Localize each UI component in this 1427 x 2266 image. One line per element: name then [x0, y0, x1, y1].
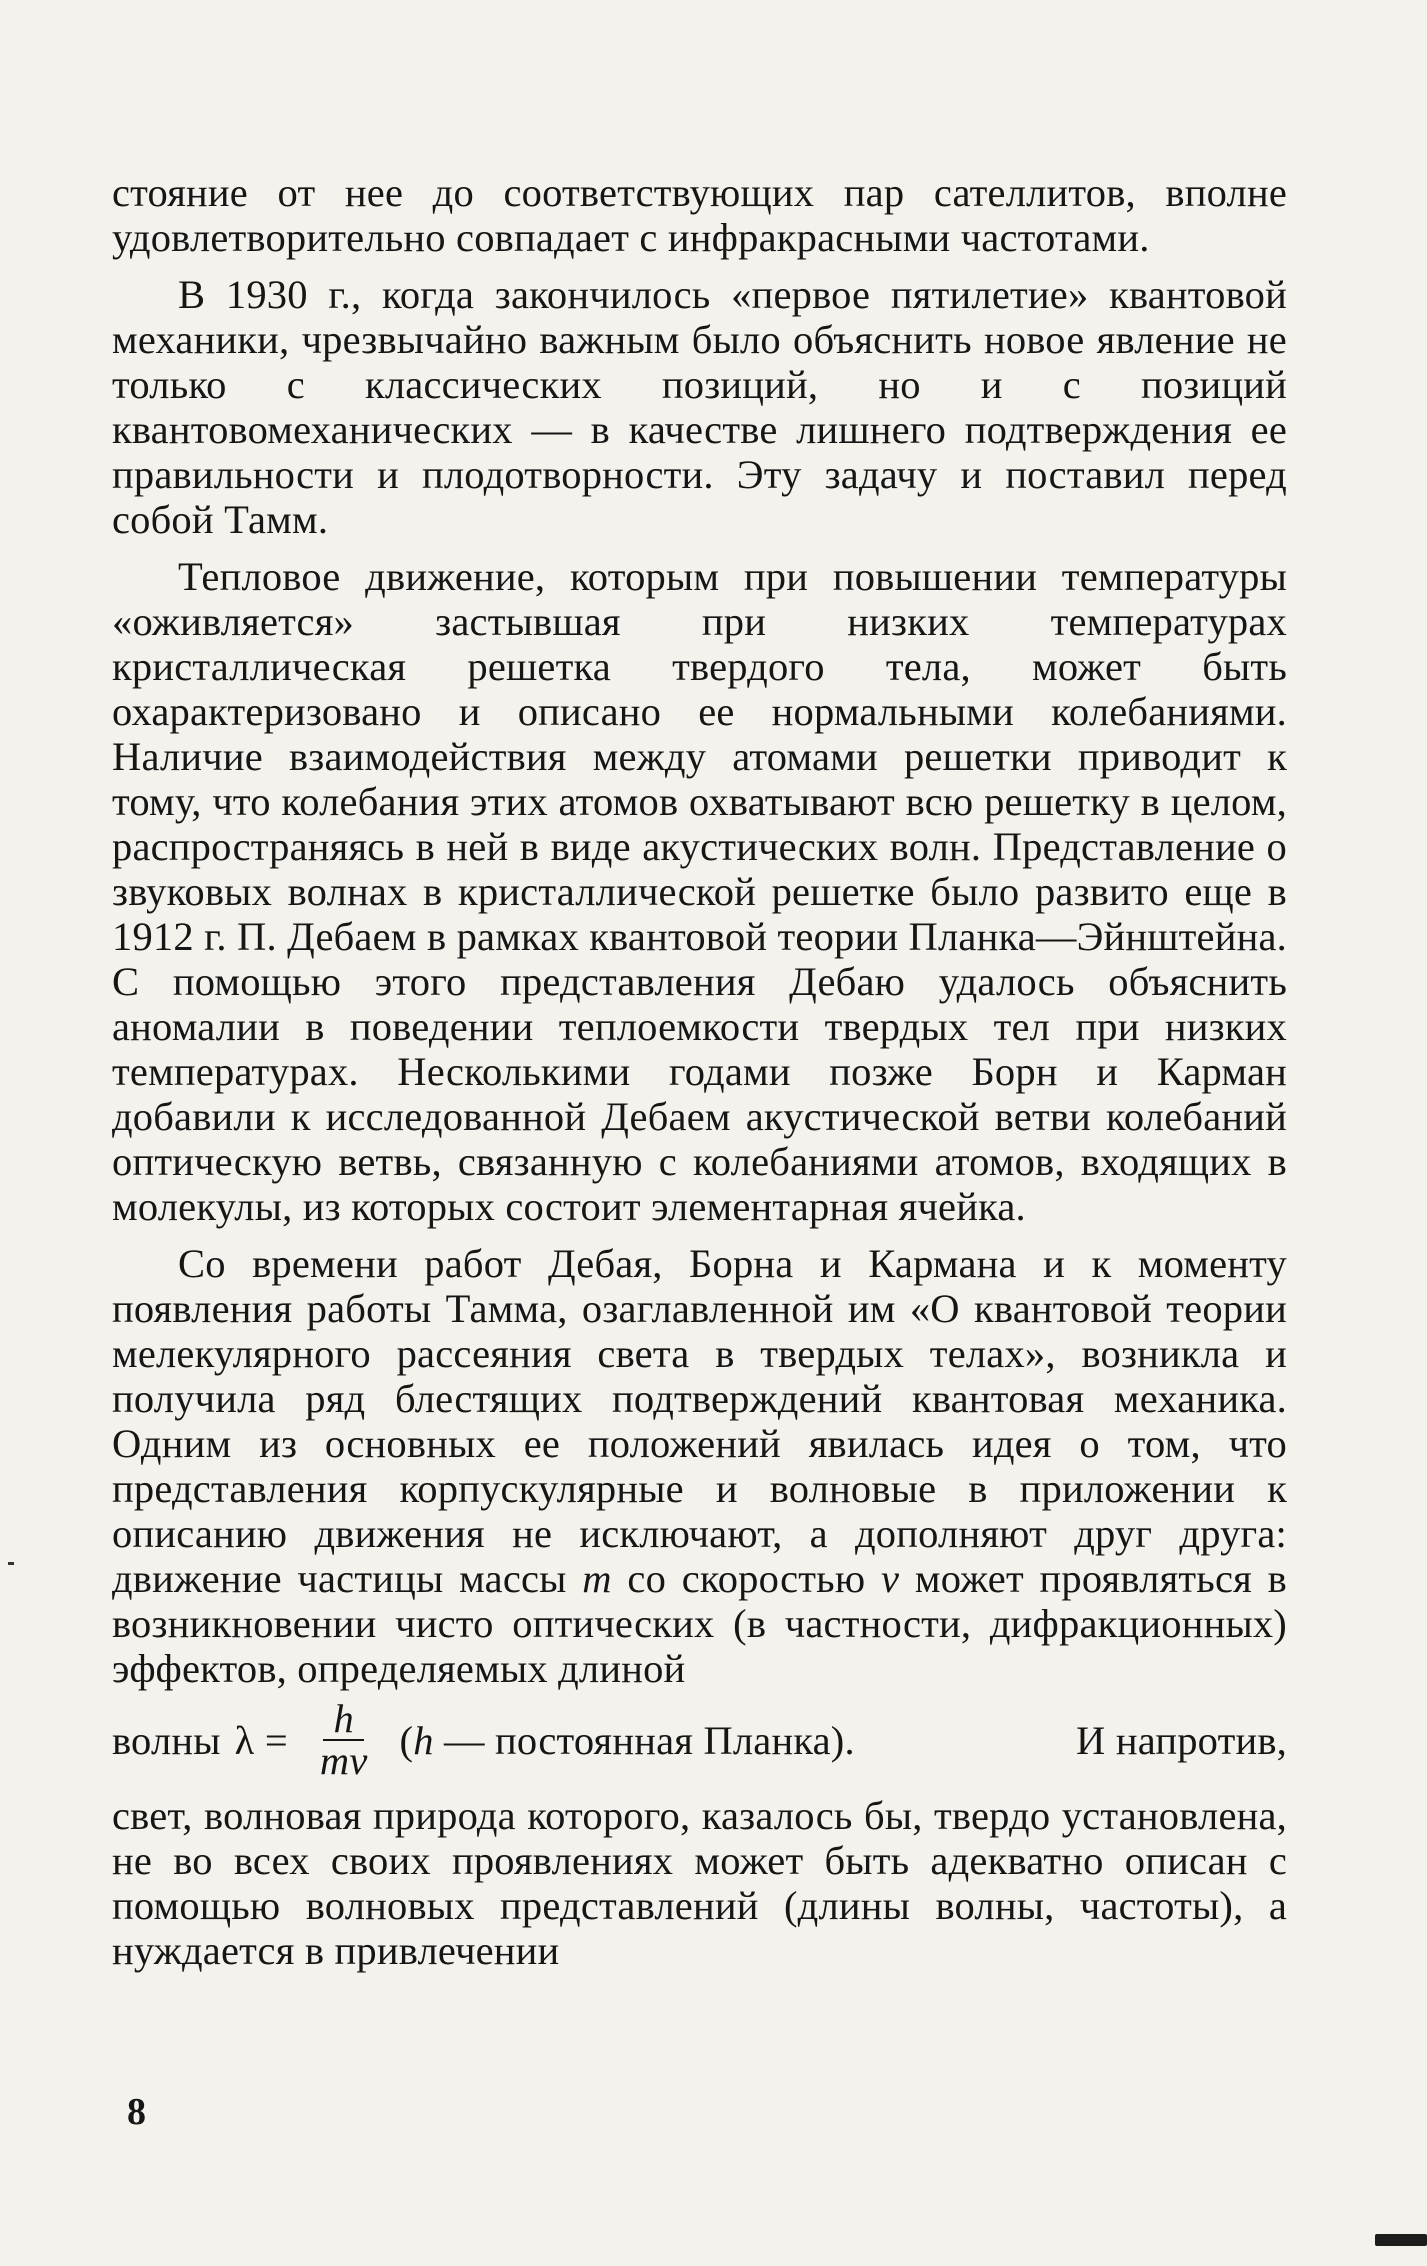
- paragraph-light-nature: свет, волновая природа которого, казалось бы, твердо установлена, не во всех своих проявлениях может быть адекватно описан с помощью волновых представлений (длины волны, частоты), а нуждается в привлечении: [112, 1793, 1287, 1973]
- page-body: [112, 170, 1287, 1985]
- velocity-symbol: v: [880, 1556, 900, 1601]
- p3-text-after-v: может проявляться в возникновении чисто оптических (в частности, дифракционных) эффектов, определяемых длиной: [112, 1556, 1287, 1691]
- fraction-numerator: h: [323, 1699, 363, 1741]
- formula-word: волны: [112, 1717, 221, 1763]
- paragraph-continuation: стояние от нее до соответствующих пар сателлитов, вполне удовлетворительно совпадает с инфракрасными частотами.: [112, 170, 1287, 260]
- paragraph-quantum-mechanics: [112, 1241, 1287, 1691]
- mass-symbol: m: [582, 1556, 612, 1601]
- scan-speck: [8, 1562, 14, 1565]
- fraction-h-over-mv: [310, 1696, 378, 1783]
- formula-left: [112, 1696, 855, 1783]
- planck-symbol: h: [413, 1717, 434, 1763]
- page-number: 8: [127, 2091, 146, 2133]
- formula-after-text: И напротив,: [1076, 1717, 1287, 1763]
- fraction-denominator: mv: [319, 1738, 368, 1783]
- p3-text-before-m: Со времени работ Дебая, Борна и Кармана и к моменту появления работы Тамма, озаглавленной им «О квантовой теории мелекулярного рассеяния света в твердых телах», возникла и получила ряд блестящих подтверждений квантовая механика. Одним из основных ее положений явилась идея о том, что представления корпускулярные и волновые в приложении к описанию движения не исключают, а дополняют друг друга: движение частицы массы: [112, 1241, 1287, 1601]
- scan-edge-mark: [1375, 2234, 1427, 2246]
- p3-text-between: со скоростью: [627, 1556, 866, 1601]
- wavelength-formula-line: [112, 1693, 1287, 1787]
- note-open-paren: (: [399, 1717, 414, 1763]
- note-rest: — постоянная Планка).: [433, 1717, 855, 1763]
- formula-lhs: λ =: [234, 1717, 288, 1763]
- paragraph-thermal-motion: Тепловое движение, которым при повышении температуры «оживляется» застывшая при низких температурах кристаллическая решетка твердого тела, может быть охарактеризовано и описано ее нормальными колебаниями. Наличие взаимодействия между атомами решетки приводит к тому, что колебания этих атомов охватывают всю решетку в целом, распространяясь в ней в виде акустических волн. Представление о звуковых волнах в кристаллической решетке было развито еще в 1912 г. П. Дебаем в рамках квантовой теории Планка—Эйнштейна. С помощью этого представления Дебаю удалось объяснить аномалии в поведении теплоемкости твердых тел при низких температурах. Несколькими годами позже Борн и Карман добавили к исследованной Дебаем акустической ветви колебаний оптическую ветвь, связанную с колебаниями атомов, входящих в молекулы, из которых состоит элементарная ячейка.: [112, 554, 1287, 1229]
- planck-note: [400, 1718, 855, 1763]
- paragraph-1930: В 1930 г., когда закончилось «первое пятилетие» квантовой механики, чрезвычайно важным было объяснить новое явление не только с классических позиций, но и с позиций квантовомеханических — в качестве лишнего подтверждения ее правильности и плодотворности. Эту задачу и поставил перед собой Тамм.: [112, 272, 1287, 542]
